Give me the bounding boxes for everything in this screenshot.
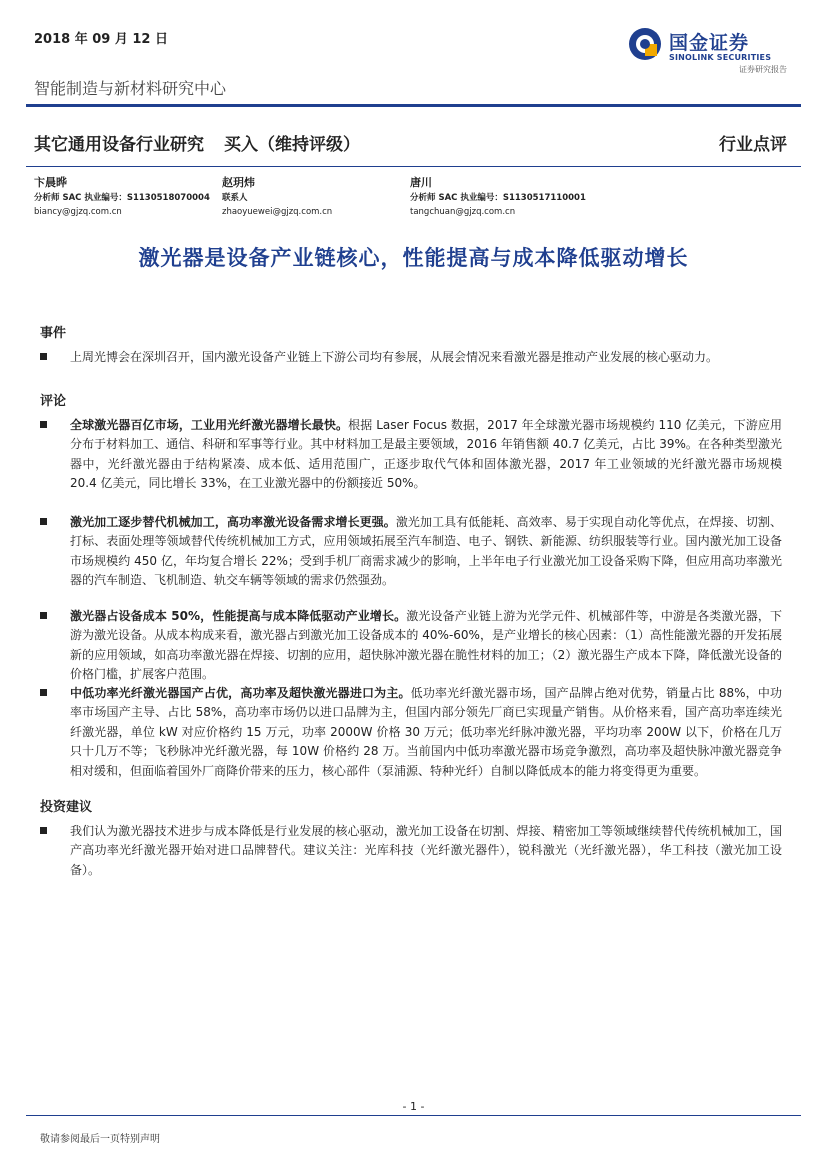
bullet-square-icon [40,689,47,696]
bullet-item [40,684,782,781]
bullet-square-icon [40,421,47,428]
report-type: 行业点评 [719,135,787,155]
logo-english-name: SINOLINK SECURITIES [669,53,772,62]
bullet-text: 上周光博会在深圳召开，国内激光设备产业链上下游公司均有参展，从展会情况来看激光器是推动产业发展的核心驱动力。 [70,350,719,364]
analyst-email[interactable]: biancy@gjzq.com.cn [34,207,122,217]
logo-chinese-name: 国金证券 [669,32,750,54]
bullet-item [40,607,782,685]
footer-disclaimer: 敬请参阅最后一页特别声明 [40,1134,160,1145]
analyst-email[interactable]: tangchuan@gjzq.com.cn [410,207,516,217]
analyst-card [34,176,210,219]
bullet-text: 激光加工逐步替代机械加工，高功率激光设备需求增长更强。激光加工具有低能耗、高效率、易于实现自动化等优点，在焊接、切割、打标、表面处理等领域替代传统机械加工方式，应用领域拓展至汽车制造、电子、钢铁、新能源、纺织服装等行业。国内激光加工设备市场规模约 450 亿，年均复合增长 22%；受到手机厂商需求减少的影响，上半年电子行业激光加工设备采购下降，但应用高功率激光器的汽车制造、飞机制造、轨交车辆等领域的需求仍然强劲。 [70,515,782,588]
bullet-item [40,348,782,367]
analyst-divider [26,166,801,167]
bullet-text: 全球激光器百亿市场，工业用光纤激光器增长最快。根据 Laser Focus 数据，2017 年全球激光器市场规模约 110 亿美元，下游应用分布于材料加工、通信、科研和军事等行业。其中材料加工是最主要领域，2016 年销售额 40.7 亿美元，占比 39%。在各种类型激光器中，光纤激光器由于结构紧凑、成本低、适用范围广，正逐步取代气体和固体激光器，2017 年工业领域的光纤激光器市场规模 20.4 亿美元，同比增长 33%，在工业激光器中的份额接近 50%。 [70,418,782,491]
report-title: 激光器是设备产业链核心，性能提高与成本降低驱动增长 [138,245,689,270]
bullet-item [40,822,782,880]
analyst-name: 赵玥炜 [222,176,255,189]
bullet-item [40,513,782,591]
analyst-name: 唐川 [410,176,432,189]
department-name: 智能制造与新材料研究中心 [34,79,227,98]
bullet-square-icon [40,612,47,619]
analyst-email[interactable]: zhaoyuewei@gjzq.com.cn [222,207,333,217]
industry-rating-line [34,130,360,155]
analyst-credential: 分析师 SAC 执业编号：S1130517110001 [410,193,586,203]
logo-subtitle: 证券研究报告 [739,65,787,74]
header-divider [26,104,801,107]
footer-divider [26,1115,801,1116]
bullet-square-icon [40,827,47,834]
section-heading-event: 事件 [40,326,67,341]
rating: 买入（维持评级） [224,135,360,155]
section-heading-comment: 评论 [40,394,67,409]
industry-name: 其它通用设备行业研究 [34,135,204,155]
analyst-card [222,176,332,219]
bullet-square-icon [40,353,47,360]
analyst-name: 卞晨晔 [34,176,67,189]
bullet-text: 我们认为激光器技术进步与成本降低是行业发展的核心驱动，激光加工设备在切割、焊接、精密加工等领域继续替代传统机械加工，国产高功率光纤激光器开始对进口品牌替代。建议关注：光库科技（光纤激光器件），锐科激光（光纤激光器），华工科技（激光加工设备）。 [70,824,782,877]
sinolink-logo-icon [627,26,663,62]
report-date: 2018 年 09 月 12 日 [34,32,168,47]
bullet-square-icon [40,518,47,525]
analyst-card [410,176,586,219]
page-number: - 1 - [402,1100,425,1113]
analyst-credential: 联系人 [222,193,248,203]
bullet-text: 中低功率光纤激光器国产占优，高功率及超快激光器进口为主。低功率光纤激光器市场，国产品牌占绝对优势，销量占比 88%，中功率市场国产主导、占比 58%，高功率市场仍以进口品牌为主，但国内部分领先厂商已实现量产销售。从价格来看，国产高功率连续光纤激光器，单位 kW 对应价格约 15 万元，功率 2000W 价格 30 万元；低功率光纤脉冲激光器，平均功率 200W 以下，价格在几万只十几万不等；飞秒脉冲光纤激光器，每 10W 价格约 28 万。当前国内中低功率激光器市场竞争激烈，高功率及超快脉冲激光器竞争相对缓和，但面临着国外厂商降价带来的压力，核心部件（泵浦源、特种光纤）自制以降低成本的能力将变得更为重要。 [70,686,782,778]
bullet-text: 激光器占设备成本 50%，性能提高与成本降低驱动产业增长。激光设备产业链上游为光学元件、机械部件等，中游是各类激光器，下游为激光设备。从成本构成来看，激光器占到激光加工设备成本的 40%-60%，是产业增长的核心因素：（1）高性能激光器的开发拓展新的应用领域，如高功率激光器在焊接、切割的应用，超快脉冲激光器在脆性材料的加工；（2）激光器生产成本下降，降低激光设备的价格门槛，扩展客户范围。 [70,609,782,682]
analyst-credential: 分析师 SAC 执业编号：S1130518070004 [34,193,210,203]
section-heading-advice: 投资建议 [40,800,93,815]
bullet-item [40,416,782,494]
